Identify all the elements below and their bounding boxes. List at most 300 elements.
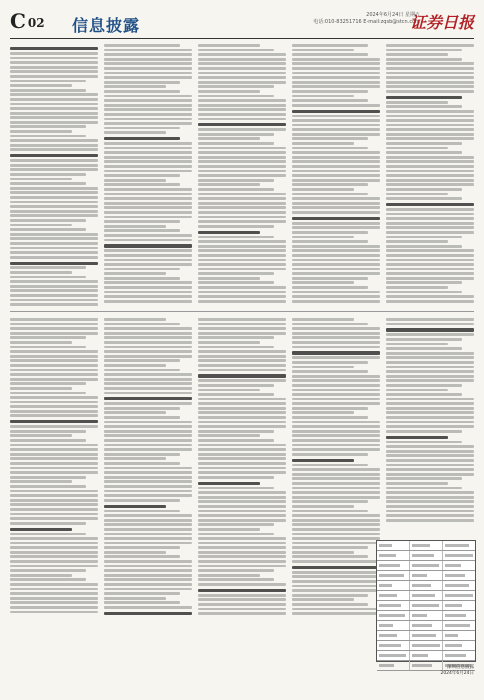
table-cell-text [445, 634, 458, 637]
text-line [198, 565, 286, 568]
text-line [292, 183, 368, 186]
text-line [292, 133, 380, 136]
text-line [292, 110, 380, 113]
text-line [104, 439, 192, 442]
text-line [198, 444, 286, 447]
text-line [198, 487, 274, 490]
text-line [104, 249, 192, 252]
text-line [10, 578, 86, 581]
text-line [198, 123, 286, 126]
text-line [198, 151, 286, 154]
text-line [104, 565, 192, 568]
text-line [386, 170, 474, 173]
text-line [104, 444, 192, 447]
text-line [104, 574, 192, 577]
table-cell [410, 621, 443, 630]
text-line [386, 188, 462, 191]
text-line [104, 85, 166, 88]
text-line [386, 119, 474, 122]
text-line [104, 272, 166, 275]
text-line [292, 533, 380, 536]
text-line [386, 85, 474, 88]
text-line [10, 93, 98, 96]
text-line [104, 494, 192, 497]
text-line [292, 272, 380, 275]
text-line [386, 407, 474, 410]
text-line [10, 387, 72, 390]
text-line [10, 139, 98, 142]
text-line [10, 294, 98, 297]
table-cell-text [379, 564, 400, 567]
text-line [10, 494, 98, 497]
text-line [292, 259, 380, 262]
text-line [292, 505, 354, 508]
text-line [104, 58, 192, 61]
text-line [292, 188, 354, 191]
text-line [10, 262, 98, 265]
text-line [104, 476, 192, 479]
text-line [292, 240, 368, 243]
footer-line-1: 深圳信息披露 [447, 665, 474, 670]
text-line [104, 142, 192, 145]
text-line [10, 303, 98, 306]
text-line [104, 387, 192, 390]
text-line [292, 366, 354, 369]
text-line [10, 346, 86, 349]
text-line [386, 226, 474, 229]
text-line [386, 137, 474, 140]
text-line [292, 356, 380, 359]
upper-column-3 [198, 44, 286, 306]
text-line [10, 233, 98, 236]
text-line [104, 263, 192, 266]
text-line [10, 574, 72, 577]
text-line [198, 369, 286, 372]
text-line [198, 108, 286, 111]
text-line [198, 206, 286, 209]
table-cell-text [412, 564, 439, 567]
text-line [198, 462, 286, 465]
text-line [104, 259, 192, 262]
text-line [198, 598, 286, 601]
text-line [292, 67, 380, 70]
text-line [198, 374, 286, 377]
text-line [10, 444, 98, 447]
text-line [198, 188, 274, 191]
text-line [198, 608, 286, 611]
text-line [104, 174, 180, 177]
text-line [104, 592, 180, 595]
upper-column-4 [292, 44, 380, 306]
text-line [10, 471, 98, 474]
text-line [198, 542, 286, 545]
text-line [386, 240, 448, 243]
text-line [104, 323, 180, 326]
text-line [10, 565, 98, 568]
text-line [292, 95, 354, 98]
text-line [104, 350, 192, 353]
text-line [198, 612, 286, 615]
text-line [292, 254, 380, 257]
table-row [377, 591, 475, 601]
text-line [292, 115, 380, 118]
text-line [386, 300, 474, 303]
text-line [292, 327, 380, 330]
text-line [104, 118, 192, 121]
text-line [292, 453, 368, 456]
text-line [198, 90, 260, 93]
upper-column-2 [104, 44, 192, 306]
text-line [386, 398, 474, 401]
text-line [10, 61, 98, 64]
text-line [292, 231, 368, 234]
text-line [104, 336, 192, 339]
text-line [198, 402, 286, 405]
text-line [198, 346, 274, 349]
table-cell-text [412, 654, 428, 657]
text-line [386, 268, 474, 271]
text-line [104, 346, 192, 349]
text-line [10, 462, 98, 465]
text-line [292, 434, 380, 437]
text-line [292, 375, 380, 378]
text-line [10, 551, 98, 554]
table-row [377, 601, 475, 611]
text-line [292, 124, 380, 127]
text-line [198, 113, 286, 116]
upper-column-1 [10, 44, 98, 306]
table-cell [410, 591, 443, 600]
text-line [198, 476, 274, 479]
text-line [386, 343, 448, 346]
text-line [292, 179, 380, 182]
table-cell [410, 611, 443, 620]
text-line [10, 182, 86, 185]
text-line [292, 361, 368, 364]
text-line [198, 211, 286, 214]
text-line [386, 370, 474, 373]
text-line [104, 457, 166, 460]
text-line [104, 122, 192, 125]
text-line [386, 115, 474, 118]
text-line [386, 477, 462, 480]
text-line [10, 350, 98, 353]
text-line [104, 44, 180, 47]
text-line [10, 382, 86, 385]
text-line [292, 351, 380, 354]
text-line [386, 352, 474, 355]
table-cell [443, 611, 475, 620]
table-cell [443, 571, 475, 580]
text-line [10, 187, 98, 190]
text-line [292, 510, 368, 513]
text-line [198, 216, 286, 219]
section-code [10, 10, 45, 34]
text-line [10, 289, 98, 292]
text-line [10, 467, 98, 470]
text-line [104, 225, 166, 228]
text-line [386, 468, 474, 471]
table-cell-text [445, 544, 469, 547]
text-line [198, 142, 274, 145]
text-line [292, 473, 380, 476]
text-line [386, 411, 474, 414]
text-line [292, 560, 380, 563]
text-line [198, 560, 286, 563]
text-line [104, 234, 192, 237]
text-line [198, 379, 286, 382]
text-line [292, 300, 380, 303]
text-line [104, 131, 166, 134]
text-line [10, 373, 98, 376]
text-line [104, 254, 192, 257]
text-line [292, 571, 380, 574]
table-cell [410, 561, 443, 570]
text-line [386, 496, 474, 499]
text-line [198, 174, 286, 177]
table-cell [443, 651, 475, 660]
text-line [104, 300, 192, 303]
disclosure-table [376, 540, 476, 662]
text-line [10, 401, 98, 404]
text-line [386, 323, 474, 326]
text-line [292, 151, 380, 154]
text-line [386, 338, 462, 341]
text-line [292, 332, 380, 335]
table-cell-text [445, 604, 462, 607]
table-cell [377, 541, 410, 550]
text-line [386, 96, 462, 99]
text-line [292, 119, 380, 122]
text-line [10, 228, 86, 231]
text-line [198, 411, 286, 414]
text-line [10, 66, 98, 69]
table-cell [410, 641, 443, 650]
text-line [292, 468, 380, 471]
text-line [292, 566, 380, 569]
text-line [198, 448, 286, 451]
text-line [10, 517, 98, 520]
text-line [386, 128, 474, 131]
text-line [292, 421, 380, 424]
text-line [292, 439, 380, 442]
text-line [198, 589, 286, 592]
text-line [292, 291, 380, 294]
text-line [104, 542, 192, 545]
text-line [292, 487, 380, 490]
table-cell-text [445, 624, 470, 627]
table-cell [410, 631, 443, 640]
text-line [104, 76, 192, 79]
text-line [10, 318, 98, 321]
text-line [198, 193, 286, 196]
text-line [198, 430, 274, 433]
text-line [292, 575, 380, 578]
text-line [10, 369, 98, 372]
table-cell-text [379, 554, 396, 557]
text-line [198, 510, 286, 513]
table-cell-text [445, 564, 461, 567]
text-line [292, 379, 380, 382]
text-line [386, 62, 474, 65]
text-line [10, 173, 86, 176]
text-line [198, 249, 286, 252]
text-line [10, 168, 98, 171]
text-line [292, 44, 368, 47]
text-line [104, 72, 192, 75]
text-line [386, 81, 474, 84]
table-cell-text [379, 634, 397, 637]
text-line [10, 597, 98, 600]
text-line [198, 220, 286, 223]
text-line [198, 245, 286, 248]
text-line [10, 485, 86, 488]
text-line [104, 291, 192, 294]
text-line [292, 72, 380, 75]
header-date: 2024年6月24日 星期五 [366, 12, 420, 18]
text-line [104, 397, 192, 400]
text-line [10, 80, 86, 83]
text-line [292, 142, 354, 145]
text-line [292, 551, 354, 554]
text-line [386, 402, 474, 405]
text-line [292, 384, 380, 387]
text-line [292, 341, 380, 344]
text-line [104, 188, 192, 191]
text-line [198, 81, 286, 84]
text-line [198, 240, 286, 243]
text-line [198, 291, 286, 294]
text-line [10, 453, 98, 456]
text-line [292, 598, 354, 601]
text-line [292, 608, 380, 611]
text-line [10, 364, 98, 367]
text-line [198, 300, 286, 303]
text-line [292, 249, 380, 252]
text-line [104, 327, 192, 330]
text-line [198, 578, 274, 581]
text-line [292, 99, 368, 102]
text-line [104, 268, 180, 271]
text-line [198, 523, 274, 526]
text-line [10, 247, 98, 250]
text-line [292, 147, 368, 150]
text-line [104, 480, 192, 483]
text-line [198, 76, 286, 79]
text-line [386, 375, 474, 378]
text-line [104, 583, 192, 586]
text-line [292, 555, 368, 558]
table-cell-text [412, 594, 435, 597]
text-line [386, 464, 474, 467]
text-line [292, 594, 368, 597]
text-line [198, 519, 286, 522]
text-line [386, 203, 474, 206]
text-line [198, 99, 286, 102]
table-row [377, 631, 475, 641]
table-cell-text [379, 544, 392, 547]
text-line [104, 239, 192, 242]
text-line [292, 58, 380, 61]
text-line [386, 291, 462, 294]
text-line [10, 476, 86, 479]
text-line [104, 332, 192, 335]
text-line [104, 569, 192, 572]
text-line [292, 53, 368, 56]
table-cell [410, 601, 443, 610]
text-line [10, 546, 98, 549]
text-line [198, 359, 286, 362]
text-line [386, 333, 474, 336]
text-line [198, 272, 274, 275]
text-line [386, 208, 474, 211]
text-line [104, 471, 192, 474]
table-cell-text [412, 544, 430, 547]
table-cell [410, 551, 443, 560]
text-line [386, 151, 462, 154]
text-line [386, 105, 462, 108]
text-line [386, 500, 474, 503]
text-line [386, 72, 474, 75]
text-line [10, 135, 86, 138]
text-line [104, 597, 166, 600]
text-line [198, 533, 274, 536]
text-line [292, 81, 380, 84]
text-line [386, 366, 474, 369]
text-line [104, 364, 166, 367]
text-line [198, 583, 286, 586]
text-line [386, 286, 448, 289]
text-line [104, 421, 192, 424]
text-line [198, 491, 286, 494]
text-line [10, 420, 98, 423]
header-contact: 电话:010-83251716 E-mail:zqsb@stcn.com [313, 19, 420, 25]
text-line [292, 197, 380, 200]
text-line [10, 148, 98, 151]
text-line [10, 237, 98, 240]
text-line [292, 464, 368, 467]
text-line [198, 263, 286, 266]
text-line [198, 603, 286, 606]
text-line [292, 277, 368, 280]
text-line [198, 197, 286, 200]
text-line [10, 47, 98, 50]
text-line [198, 467, 286, 470]
text-line [104, 90, 180, 93]
text-line [104, 514, 192, 517]
text-line [104, 612, 192, 615]
text-line [292, 193, 368, 196]
text-line [10, 513, 98, 516]
text-line [386, 482, 448, 485]
table-cell [377, 641, 410, 650]
text-line [386, 389, 448, 392]
text-line [10, 560, 98, 563]
text-line [198, 236, 274, 239]
text-line [104, 341, 192, 344]
text-line [198, 537, 286, 540]
text-line [386, 58, 462, 61]
text-line [292, 519, 380, 522]
text-line [104, 359, 180, 362]
text-line [292, 482, 380, 485]
text-line [10, 490, 98, 493]
text-line [104, 220, 180, 223]
text-line [292, 393, 380, 396]
text-line [386, 101, 448, 104]
text-line [292, 160, 380, 163]
text-line [292, 236, 354, 239]
